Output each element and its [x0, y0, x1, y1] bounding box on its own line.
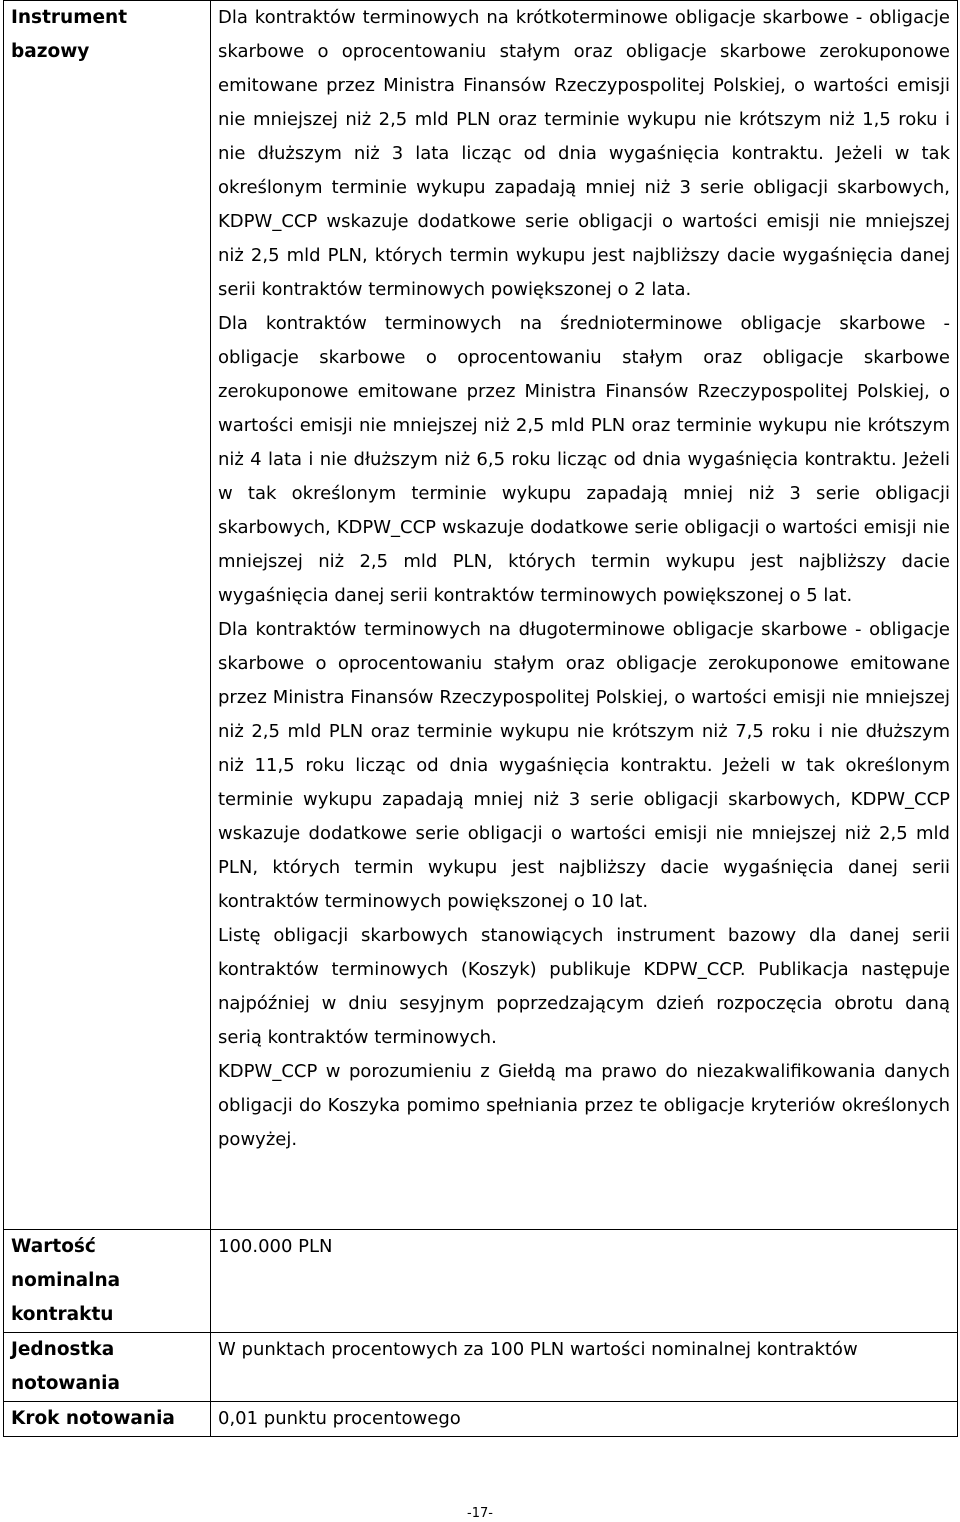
- row-content: [211, 1, 958, 1230]
- paragraph-short-term: Dla kontraktów terminowych na krótkoterminowe obligacje skarbowe - obligacje skarbowe o oprocentowaniu stałym oraz obligacje skarbowe zerokuponowe emitowane przez Ministra Finansów Rzeczypospolitej Polskiej, o wartości emisji nie mniejszej niż 2,5 mld PLN oraz terminie wykupu nie krótszym niż 1,5 roku i nie dłuższym niż 3 lata licząc od dnia wygaśnięcia kontraktu. Jeżeli w tak określonym terminie wykupu zapadają mniej niż 3 serie obligacji skarbowych, KDPW_CCP wskazuje dodatkowe serie obligacji o wartości emisji nie mniejszej niż 2,5 mld PLN, których termin wykupu jest najbliższy dacie wygaśnięcia danej serii kontraktów terminowych powiększonej o 2 lata.: [218, 7, 950, 300]
- nominal-value: 100.000 PLN: [218, 1236, 333, 1257]
- row-content: [211, 1402, 958, 1437]
- table-row: [4, 1, 958, 1230]
- contract-spec-table: [3, 0, 958, 1437]
- paragraph-basket: Listę obligacji skarbowych stanowiących instrument bazowy dla danej serii kontraktów terminowych (Koszyk) publikuje KDPW_CCP. Publikacja następuje najpóźniej w dniu sesyjnym poprzedzającym dzień rozpoczęcia obrotu daną serią kontraktów terminowych.: [218, 925, 950, 1048]
- page-number: -17-: [467, 1506, 493, 1521]
- paragraph-medium-term: Dla kontraktów terminowych na średnioterminowe obligacje skarbowe - obligacje skarbowe o oprocentowaniu stałym oraz obligacje skarbowe zerokuponowe emitowane przez Ministra Finansów Rzeczypospolitej Polskiej, o wartości emisji nie mniejszej niż 2,5 mld PLN oraz terminie wykupu nie krótszym niż 4 lata i nie dłuższym niż 6,5 roku licząc od dnia wygaśnięcia kontraktu. Jeżeli w tak określonym terminie wykupu zapadają mniej niż 3 serie obligacji skarbowych, KDPW_CCP wskazuje dodatkowe serie obligacji o wartości emisji nie mniejszej niż 2,5 mld PLN, których termin wykupu jest najbliższy dacie wygaśnięcia danej serii kontraktów terminowych powiększonej o 5 lat.: [218, 313, 950, 606]
- paragraph-disqualification: KDPW_CCP w porozumieniu z Giełdą ma prawo do niezakwalifikowania danych obligacji do Koszyka pomimo spełniania przez te obligacje kryteriów określonych powyżej.: [218, 1061, 950, 1150]
- quotation-unit: W punktach procentowych za 100 PLN wartości nominalnej kontraktów: [218, 1339, 858, 1360]
- row-label: Krok notowania: [4, 1402, 211, 1437]
- row-content: [211, 1230, 958, 1333]
- row-content: [211, 1333, 958, 1402]
- table-row: [4, 1402, 958, 1437]
- row-label: Jednostka notowania: [4, 1333, 211, 1402]
- table-row: [4, 1230, 958, 1333]
- row-label: Instrument bazowy: [4, 1, 211, 1230]
- table-row: [4, 1333, 958, 1402]
- paragraph-long-term: Dla kontraktów terminowych na długoterminowe obligacje skarbowe - obligacje skarbowe o oprocentowaniu stałym oraz obligacje zerokuponowe emitowane przez Ministra Finansów Rzeczypospolitej Polskiej, o wartości emisji nie mniejszej niż 2,5 mld PLN oraz terminie wykupu nie krótszym niż 7,5 roku i nie dłuższym niż 11,5 roku licząc od dnia wygaśnięcia kontraktu. Jeżeli w tak określonym terminie wykupu zapadają mniej niż 3 serie obligacji skarbowych, KDPW_CCP wskazuje dodatkowe serie obligacji o wartości emisji nie mniejszej niż 2,5 mld PLN, których termin wykupu jest najbliższy dacie wygaśnięcia danej serii kontraktów terminowych powiększonej o 10 lat.: [218, 619, 950, 912]
- tick-size: 0,01 punktu procentowego: [218, 1408, 461, 1429]
- row-label: Wartość nominalna kontraktu: [4, 1230, 211, 1333]
